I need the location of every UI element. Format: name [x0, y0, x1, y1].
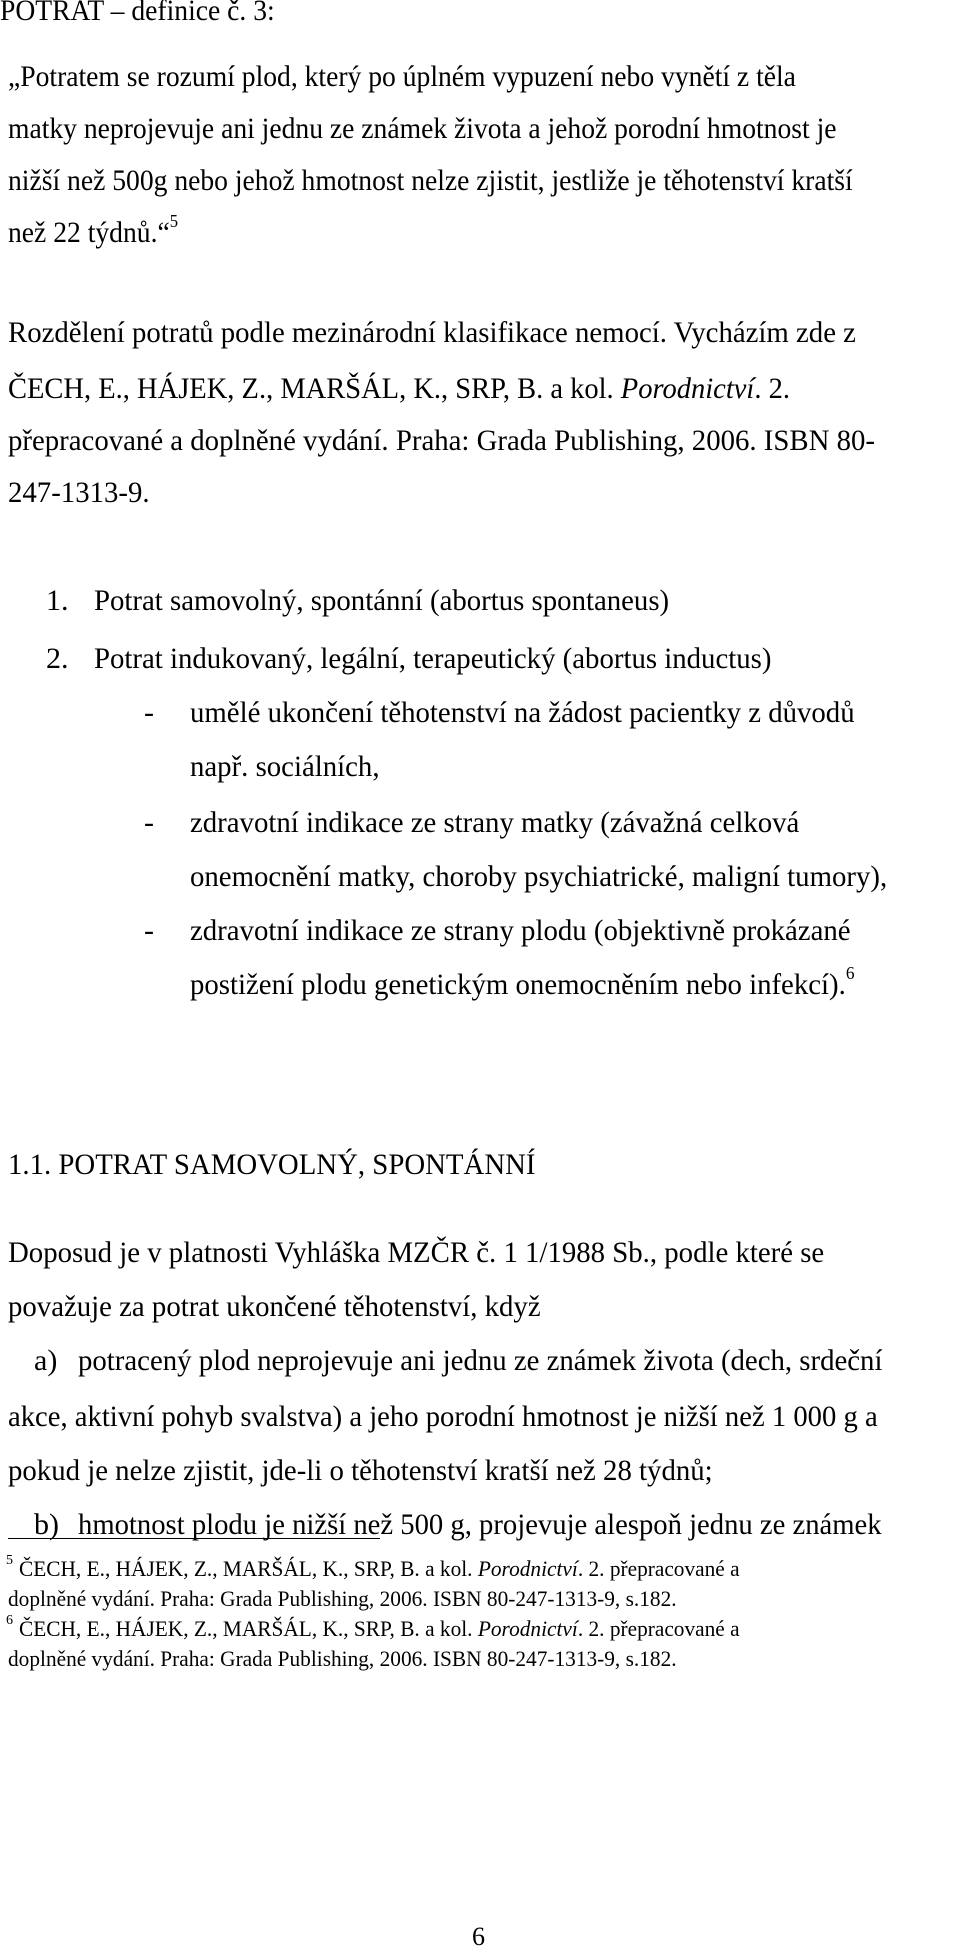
- body-line-1: Doposud je v platnosti Vyhláška MZČR č. 1 1/1988 Sb., podle které se: [8, 1236, 825, 1269]
- item-a-label: a): [34, 1344, 58, 1377]
- list-item-1-number: 1.: [46, 584, 69, 617]
- item-a-line-3: pokud je nelze zjistit, jde-li o těhotenství kratší než 28 týdnů;: [8, 1454, 713, 1487]
- item-b-line-1: hmotnost plodu je nižší než 500 g, projevuje alespoň jednu ze známek: [78, 1508, 882, 1541]
- sub-item-1-line-1: umělé ukončení těhotenství na žádost pacientky z důvodů: [190, 696, 855, 729]
- classification-line-2: ČECH, E., HÁJEK, Z., MARŠÁL, K., SRP, B. a kol. Porodnictví. 2.: [8, 372, 790, 405]
- footnote-6-number: 6: [6, 1613, 13, 1628]
- footnote-ref-6[interactable]: 6: [845, 963, 855, 983]
- sub-item-2-line-2: onemocnění matky, choroby psychiatrické, maligní tumory),: [190, 860, 888, 893]
- bullet-1: -: [144, 696, 154, 729]
- sub-item-3-line-1: zdravotní indikace ze strany plodu (objektivně prokázané: [190, 914, 851, 947]
- heading-text: POTRAT – definice č. 3:: [0, 0, 275, 27]
- definition-line-3: nižší než 500g nebo jehož hmotnost nelze zjistit, jestliže je těhotenství kratší: [8, 164, 853, 197]
- section-title: POTRAT SAMOVOLNÝ, SPONTÁNNÍ: [58, 1148, 536, 1181]
- classification-line-1: Rozdělení potratů podle mezinárodní klasifikace nemocí. Vycházím zde z: [8, 316, 856, 349]
- list-item-2-number: 2.: [46, 642, 69, 675]
- page-number: 6: [472, 1922, 485, 1951]
- sub-item-1-line-2: např. sociálních,: [190, 750, 380, 783]
- footnote-ref-5[interactable]: 5: [169, 211, 178, 231]
- footnote-6-line-1: $^6$ ČECH, E., HÁJEK, Z., MARŠÁL, K., SRP, B. a kol. Porodnictví. 2. přepracované a: [6, 1613, 740, 1641]
- body-line-2: považuje za potrat ukončené těhotenství, když: [8, 1290, 541, 1323]
- sub-item-2-line-1: zdravotní indikace ze strany matky (závažná celková: [190, 806, 800, 839]
- definition-line-1: „Potratem se rozumí plod, který po úplném vypuzení nebo vynětí z těla: [8, 60, 796, 93]
- heading: [0, 0, 299, 28]
- bullet-2: -: [144, 806, 154, 839]
- footnote-5-line-1: $^5$ ČECH, E., HÁJEK, Z., MARŠÁL, K., SRP, B. a kol. Porodnictví. 2. přepracované a: [6, 1553, 740, 1581]
- footnote-5-number: 5: [6, 1553, 13, 1568]
- bullet-3: -: [144, 914, 154, 947]
- list-item-1: Potrat samovolný, spontánní (abortus spontaneus): [94, 584, 670, 617]
- footnote-separator: [8, 1538, 380, 1539]
- book-title: Porodnictví: [620, 372, 755, 405]
- definition-line-4: než 22 týdnů.“$^5$: [8, 211, 178, 249]
- item-a-line-1: potracený plod neprojevuje ani jednu ze známek života (dech, srdeční: [78, 1344, 883, 1377]
- classification-line-4: 247-1313-9.: [8, 476, 150, 509]
- item-b-label: b): [34, 1508, 59, 1541]
- definition-line-2: matky neprojevuje ani jednu ze známek života a jehož porodní hmotnost je: [8, 112, 837, 145]
- list-item-2: Potrat indukovaný, legální, terapeutický (abortus inductus): [94, 642, 772, 675]
- footnote-5-line-2: doplněné vydání. Praha: Grada Publishing, 2006. ISBN 80-247-1313-9, s.182.: [8, 1586, 677, 1611]
- classification-line-3: přepracované a doplněné vydání. Praha: Grada Publishing, 2006. ISBN 80-: [8, 424, 875, 457]
- section-number: 1.1.: [8, 1148, 52, 1181]
- section-heading: [8, 1148, 558, 1182]
- footnote-6-line-2: doplněné vydání. Praha: Grada Publishing, 2006. ISBN 80-247-1313-9, s.182.: [8, 1646, 677, 1671]
- item-a-line-2: akce, aktivní pohyb svalstva) a jeho porodní hmotnost je nižší než 1 000 g a: [8, 1400, 878, 1433]
- sub-item-3-line-2: postižení plodu genetickým onemocněním nebo infekcí).$^6$: [190, 963, 855, 1001]
